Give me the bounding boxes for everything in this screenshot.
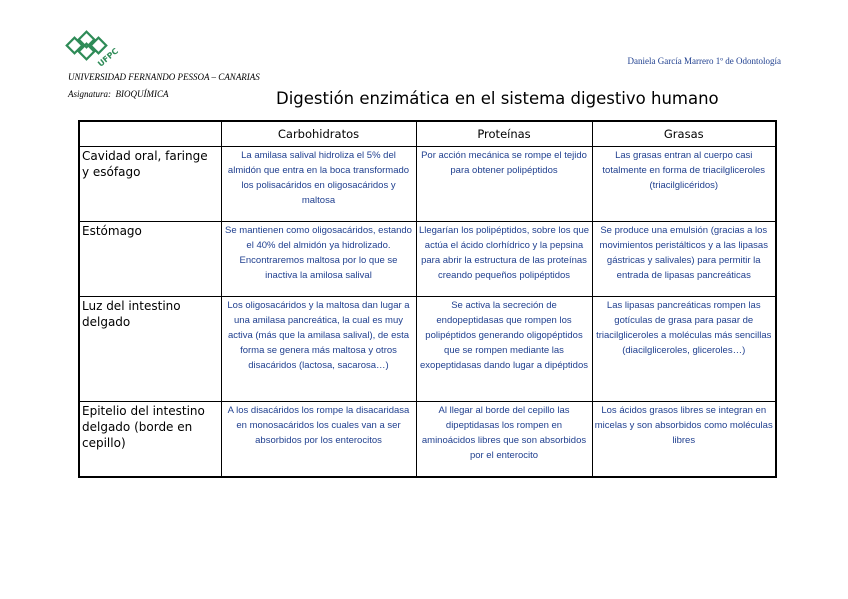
table-cell: A los disacáridos los rompe la disacaridasa en monosacáridos los cuales van a ser absorbidos por los enterocitos bbox=[221, 402, 416, 478]
subject-label: Asignatura: bbox=[68, 89, 112, 99]
table-cell: Se activa la secreción de endopeptidasas que rompen los polipéptidos generando oligopéptidos que se rompen mediante las exopeptidasas dando lugar a dipéptidos bbox=[416, 297, 592, 402]
table-cell: Los ácidos grasos libres se integran en micelas y son absorbidos como moléculas libres bbox=[592, 402, 776, 478]
table-cell: Las lipasas pancreáticas rompen las gotículas de grasa para pasar de triacilgliceroles a moléculas más sencillas (diacilgliceroles, gliceroles…) bbox=[592, 297, 776, 402]
table-cell: Los oligosacáridos y la maltosa dan lugar a una amilasa pancreática, la cual es muy activa (más que la amilasa salival), de esta forma se genera más maltosa y otros disacáridos (lactosa, sacarosa…) bbox=[221, 297, 416, 402]
table-row bbox=[79, 297, 776, 402]
table-row bbox=[79, 402, 776, 478]
table-cell: Al llegar al borde del cepillo las dipeptidasas los rompen en aminoácidos libres que son absorbidos por el enterocito bbox=[416, 402, 592, 478]
table-cell: La amilasa salival hidroliza el 5% del almidón que entra en la boca transformado los polisacáridos en oligosacáridos y maltosa bbox=[221, 147, 416, 222]
table-cell: Por acción mecánica se rompe el tejido para obtener polipéptidos bbox=[416, 147, 592, 222]
row-header: Estómago bbox=[79, 222, 221, 297]
table-cell: Se mantienen como oligosacáridos, estando el 40% del almidón ya hidrolizado. Encontraremos maltosa por lo que se inactiva la amilosa salival bbox=[221, 222, 416, 297]
university-name: UNIVERSIDAD FERNANDO PESSOA – CANARIAS bbox=[68, 72, 260, 82]
page-title: Digestión enzimática en el sistema digestivo humano bbox=[276, 89, 719, 108]
logo-text: UFPC bbox=[96, 46, 121, 69]
table-cell: Se produce una emulsión (gracias a los movimientos peristálticos y a las lipasas gástricas y salivales) para permitir la entrada de lipasas pancreáticas bbox=[592, 222, 776, 297]
corner-cell bbox=[79, 121, 221, 147]
logo-icon bbox=[64, 30, 121, 70]
column-header: Proteínas bbox=[416, 121, 592, 147]
table-row bbox=[79, 147, 776, 222]
column-header: Carbohidratos bbox=[221, 121, 416, 147]
university-logo bbox=[64, 30, 121, 70]
author-name: Daniela García Marrero 1º de Odontología bbox=[627, 56, 781, 66]
row-header: Cavidad oral, faringe y esófago bbox=[79, 147, 221, 222]
table-header-row bbox=[79, 121, 776, 147]
row-header: Luz del intestino delgado bbox=[79, 297, 221, 402]
table-row bbox=[79, 222, 776, 297]
digestion-table bbox=[78, 120, 777, 478]
table-cell: Llegarían los polipéptidos, sobre los que actúa el ácido clorhídrico y la pepsina para abrir la estructura de las proteínas creando pequeños polipéptidos bbox=[416, 222, 592, 297]
table-cell: Las grasas entran al cuerpo casi totalmente en forma de triacilgliceroles (triacilglicéridos) bbox=[592, 147, 776, 222]
row-header: Epitelio del intestino delgado (borde en cepillo) bbox=[79, 402, 221, 478]
subject-value: BIOQUÍMICA bbox=[115, 89, 169, 99]
subject-line bbox=[68, 89, 169, 99]
column-header: Grasas bbox=[592, 121, 776, 147]
